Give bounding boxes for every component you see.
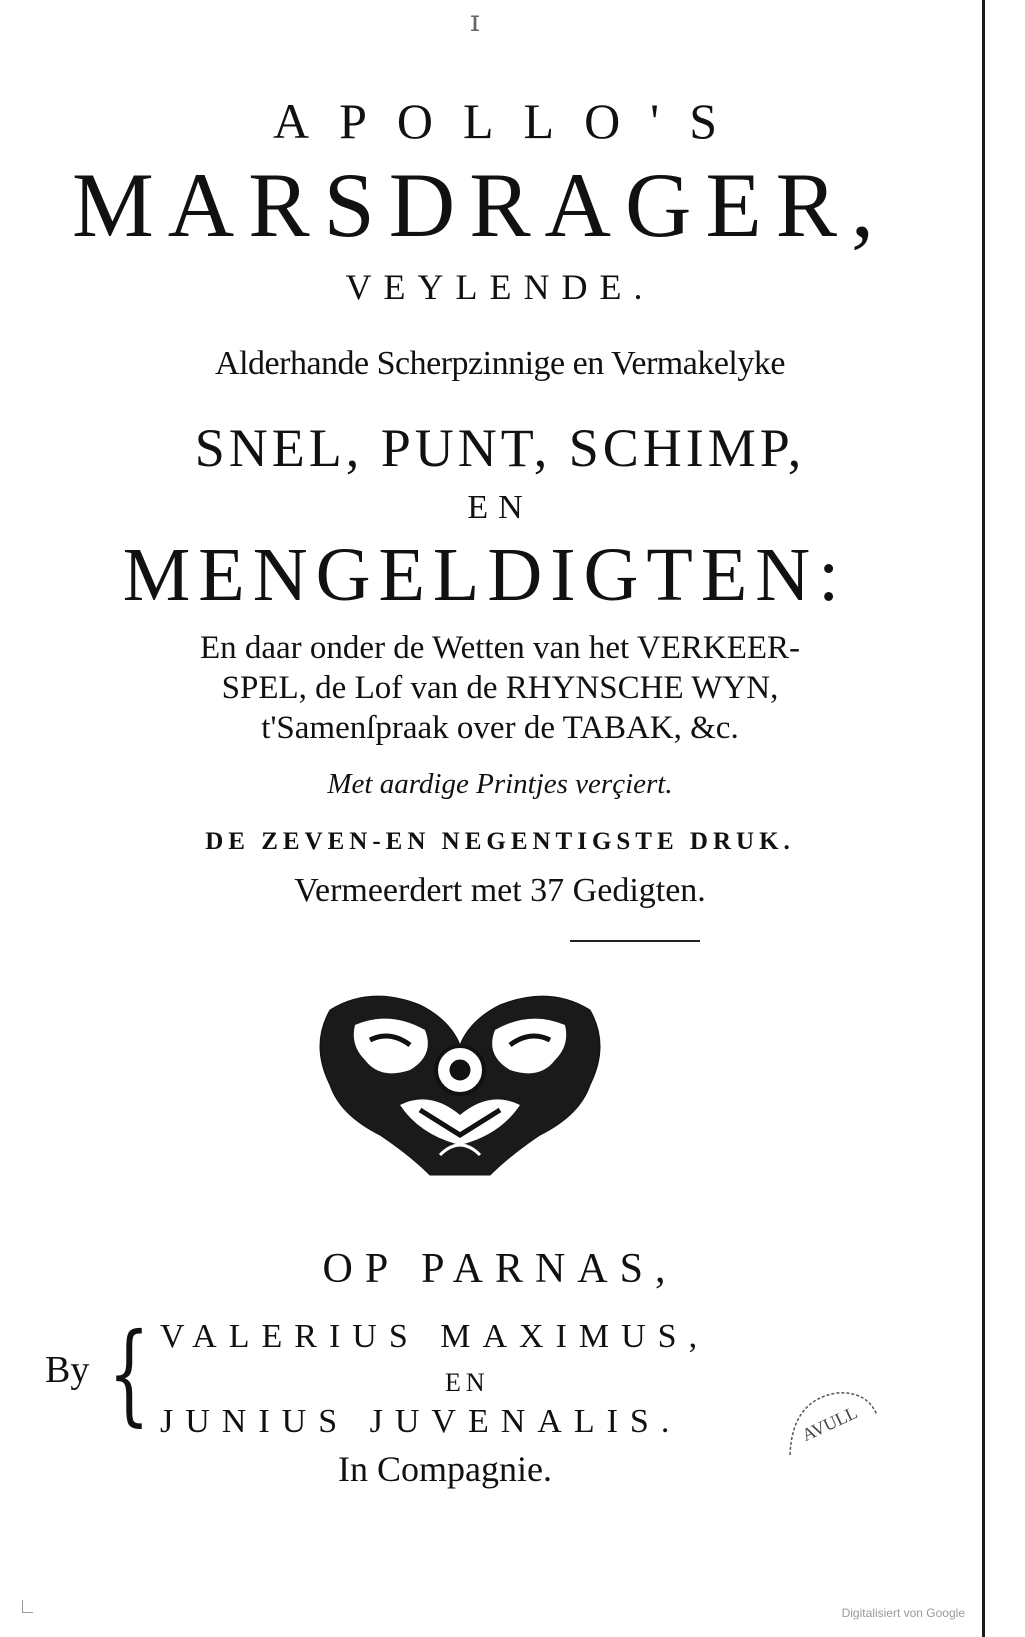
imprint-brace: { — [108, 1309, 150, 1437]
ornament-vignette — [310, 985, 610, 1180]
title-line-mengeldigten: MENGELDIGTEN: — [122, 533, 848, 617]
imprint-company: In Compagnie. — [338, 1449, 552, 1489]
top-mark: ɪ — [470, 4, 480, 39]
google-watermark: Digitalisiert von Google — [841, 1606, 965, 1620]
corner-mark — [22, 1600, 33, 1613]
imprint-by: By — [45, 1349, 90, 1391]
page-edge-line — [982, 0, 985, 1637]
expansion-statement: Vermeerdert met 37 Gedigten. — [294, 872, 706, 909]
title-line-veylende: VEYLENDE. — [345, 267, 655, 307]
subtitle-line-alderhande: Alderhande Scherpzinnige en Vermakelyke — [215, 345, 785, 382]
illustration-note: Met aardige Printjes verçiert. — [327, 768, 673, 800]
description-line-3: t'Samenſpraak over de TABAK, &c. — [261, 710, 739, 746]
title-line-apollos: APOLLO'S — [272, 93, 748, 149]
title-line-en: EN — [467, 489, 533, 526]
library-stamp — [782, 1385, 882, 1465]
title-line-snel-punt-schimp: SNEL, PUNT, SCHIMP, — [194, 418, 806, 478]
edition-statement: DE ZEVEN-EN NEGENTIGSTE DRUK. — [205, 828, 795, 855]
title-line-marsdrager: MARSDRAGER, — [71, 154, 888, 256]
publisher-valerius-maximus: VALERIUS MAXIMUS, — [160, 1318, 710, 1355]
publisher-junius-juvenalis: JUNIUS JUVENALIS. — [160, 1403, 682, 1440]
stamp-text: AVULL — [798, 1402, 861, 1446]
imprint-place: OP PARNAS, — [322, 1246, 678, 1292]
description-line-2: SPEL, de Lof van de RHYNSCHE WYN, — [221, 670, 779, 706]
imprint-and: EN — [445, 1368, 490, 1397]
description-line-1: En daar onder de Wetten van het VERKEER- — [199, 630, 801, 666]
divider-rule — [570, 940, 700, 942]
